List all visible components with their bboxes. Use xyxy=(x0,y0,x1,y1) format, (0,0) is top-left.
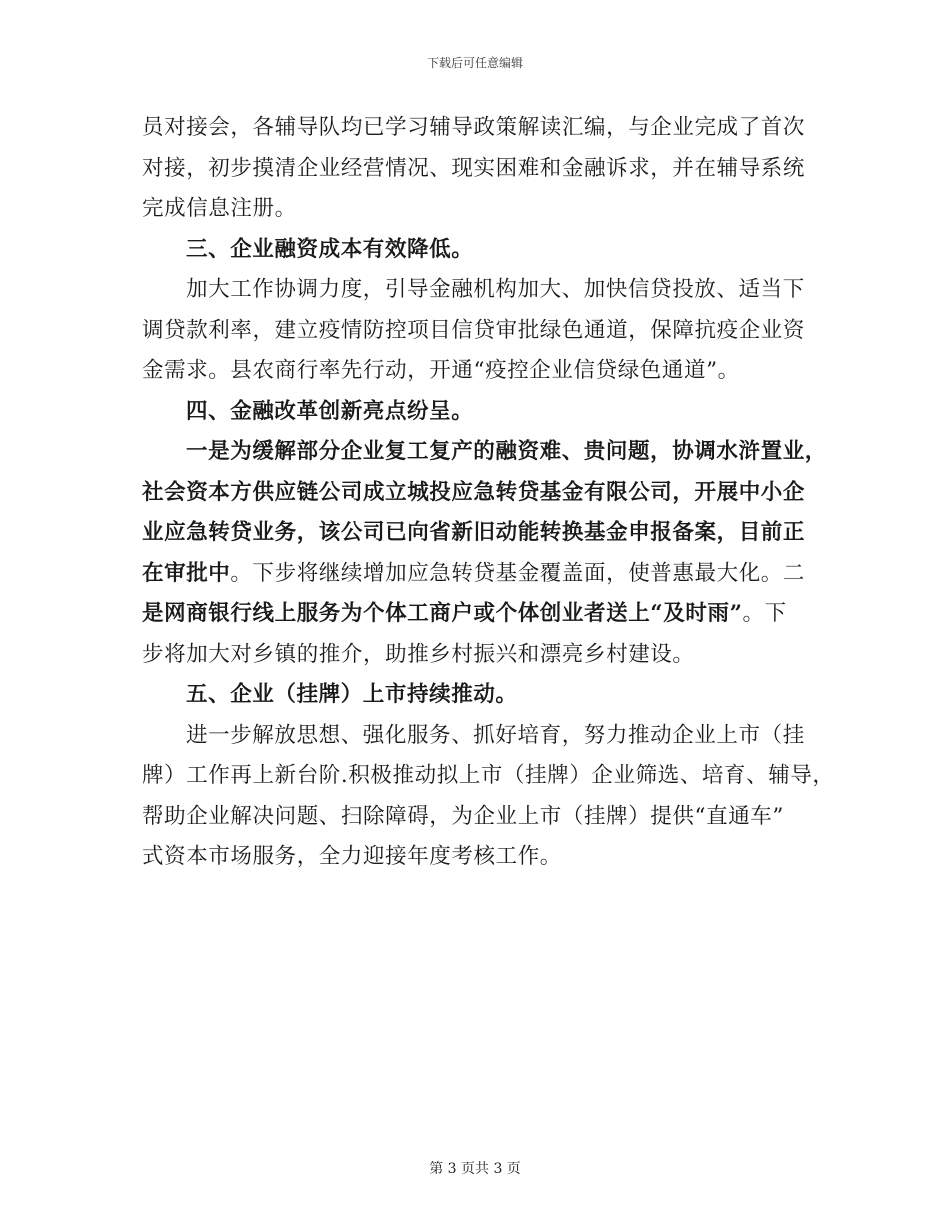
paragraph-line: 式资本市场服务，全力迎接年度考核工作。 xyxy=(142,844,562,869)
bold-text: 是网商银行线上服务为个体工商户或个体创业者送上“及时雨” xyxy=(142,601,743,626)
paragraph-line: 进一步解放思想、强化服务、抓好培育，努力推动企业上市（挂 xyxy=(186,722,805,748)
paragraph-line: 对接，初步摸清企业经营情况、现实困难和金融诉求，并在辅导系统 xyxy=(142,155,806,181)
paragraph-line: 调贷款利率，建立疫情防控项目信贷审批绿色通道，保障抗疫企业资 xyxy=(142,317,806,343)
regular-text: 。下 xyxy=(742,601,787,626)
paragraph-line: 金需求。县农商行率先行动，开通“疫控企业信贷绿色通道”。 xyxy=(142,358,740,383)
page-number: 第 3 页共 3 页 xyxy=(429,1161,521,1177)
section-heading-5: 五、企业（挂牌）上市持续推动。 xyxy=(186,682,518,707)
paragraph-line: 步将加大对乡镇的推介，助推乡村振兴和漂亮乡村建设。 xyxy=(142,641,695,667)
bold-text: 在审批中 xyxy=(142,560,231,586)
paragraph-line: 员对接会，各辅导队均已学习辅导政策解读汇编，与企业完成了首次 xyxy=(142,115,806,140)
paragraph-line: 牌）工作再上新台阶.积极推动拟上市（挂牌）企业筛选、培育、辅导， xyxy=(142,763,835,788)
paragraph-line xyxy=(142,554,822,595)
paragraph-line: 社会资本方供应链公司成立城投应急转贷基金有限公司，开展中小企 xyxy=(142,479,806,505)
paragraph-line: 完成信息注册。 xyxy=(142,196,297,221)
paragraph-line: 一是为缓解部分企业复工复产的融资难、贵问题，协调水浒置业， xyxy=(186,439,827,464)
paragraph-line: 加大工作协调力度，引导金融机构加大、加快信贷投放、适当下 xyxy=(186,277,805,302)
paragraph-line: 业应急转贷业务，该公司已向省新旧动能转换基金申报备案，目前正 xyxy=(142,520,806,545)
document-body xyxy=(142,108,835,878)
section-heading-4: 四、金融改革创新亮点纷呈。 xyxy=(186,398,474,424)
regular-text: 。下步将继续增加应急转贷基金覆盖面，使普惠最大化。二 xyxy=(230,560,806,586)
paragraph-line xyxy=(142,594,822,635)
section-heading-3: 三、企业融资成本有效降低。 xyxy=(186,236,474,262)
paragraph-line: 帮助企业解决问题、扫除障碍，为企业上市（挂牌）提供“直通车” xyxy=(142,803,784,829)
page-header: 下载后可任意编辑 xyxy=(426,56,523,70)
